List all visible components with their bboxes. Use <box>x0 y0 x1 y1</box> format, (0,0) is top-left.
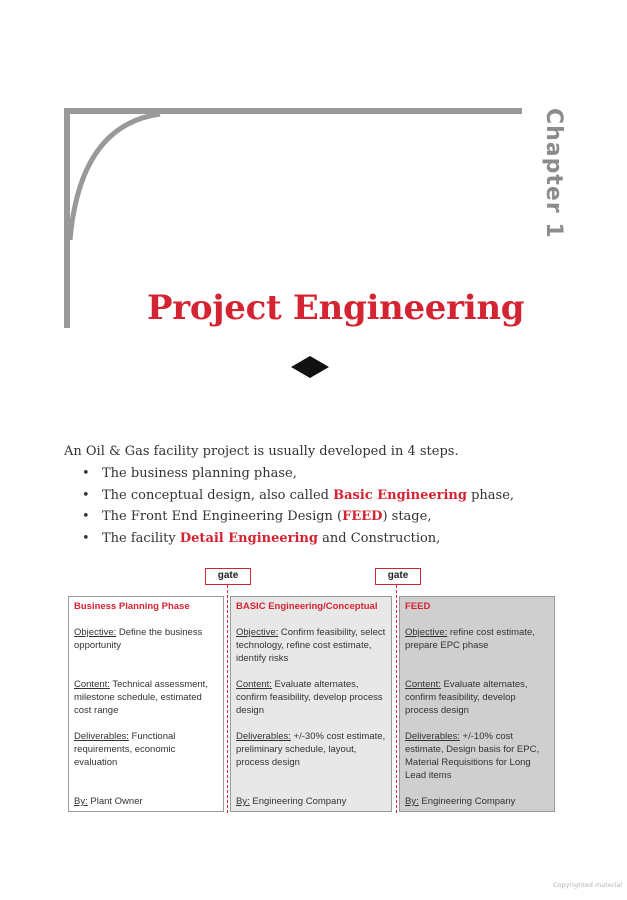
bullet-text-end: and Construction, <box>317 530 441 546</box>
by-text: Engineering Company <box>418 796 516 807</box>
bullet-icon: • <box>82 530 90 546</box>
content-label: Content: <box>405 679 441 690</box>
deliverables-label: Deliverables: <box>236 731 291 742</box>
content-text: Technical assessment, milestone schedule, estimated cost range <box>74 679 208 716</box>
phase-box-feed <box>399 596 555 812</box>
by-label: By: <box>74 796 88 807</box>
objective-label: Objective: <box>405 627 448 638</box>
gate-divider <box>396 585 397 813</box>
copyright-notice: Copyrighted material <box>553 881 623 889</box>
deliverables-label: Deliverables: <box>74 731 129 742</box>
by-label: By: <box>236 796 250 807</box>
diamond-ornament-icon <box>290 355 330 379</box>
by-text: Engineering Company <box>249 796 347 807</box>
content-label: Content: <box>74 679 110 690</box>
bullet-text: The conceptual design, also called <box>102 487 334 503</box>
phase-content <box>405 678 550 717</box>
page-title: Project Engineering <box>147 288 525 328</box>
gate-divider <box>227 585 228 813</box>
list-item <box>82 531 514 553</box>
list-item <box>82 509 514 531</box>
objective-text: refine cost estimate, prepare EPC phase <box>405 627 535 651</box>
objective-label: Objective: <box>74 627 117 638</box>
content-text: Evaluate alternates, confirm feasibility, develop process design <box>236 679 383 716</box>
intro-paragraph: An Oil & Gas facility project is usually developed in 4 steps. <box>64 444 459 459</box>
phase-by <box>405 795 550 808</box>
phase-title: BASIC Engineering/Conceptual <box>236 601 378 612</box>
bullet-highlight: Basic Engineering <box>333 487 467 503</box>
frame-top-bar <box>64 108 522 114</box>
phase-title: Business Planning Phase <box>74 601 190 612</box>
phase-content <box>74 678 219 717</box>
phase-deliverables <box>236 730 387 769</box>
bullet-text-end: ) stage, <box>382 509 432 524</box>
bullet-text-end: phase, <box>466 487 515 503</box>
phase-objective <box>405 626 550 652</box>
bullet-highlight: FEED <box>342 509 383 524</box>
content-text: Evaluate alternates, confirm feasibility, develop process design <box>405 679 528 716</box>
deliverables-label: Deliverables: <box>405 731 460 742</box>
phase-title: FEED <box>405 601 431 612</box>
content-label: Content: <box>236 679 272 690</box>
phase-list <box>82 466 514 552</box>
deliverables-text: +/-10% cost estimate, Design basis for EPC, Material Requisitions for Long Lead items <box>405 731 540 781</box>
phase-objective <box>74 626 219 652</box>
objective-text: Confirm feasibility, select technology, refine cost estimate, identify risks <box>236 627 386 664</box>
bullet-icon: • <box>82 509 90 524</box>
list-item <box>82 488 514 510</box>
gate-label: gate <box>205 568 251 585</box>
phase-deliverables <box>405 730 550 782</box>
phase-deliverables <box>74 730 219 769</box>
phase-by <box>236 795 387 808</box>
bullet-highlight: Detail Engineering <box>179 530 318 546</box>
phase-content <box>236 678 387 717</box>
by-text: Plant Owner <box>87 796 143 807</box>
bullet-icon: • <box>82 487 90 503</box>
deliverables-text: +/-30% cost estimate, preliminary schedule, layout, process design <box>236 731 386 768</box>
bullet-icon: • <box>82 466 90 481</box>
list-item <box>82 466 514 488</box>
bullet-text: The business planning phase, <box>102 466 297 481</box>
chapter-label: Chapter 1 <box>541 108 566 239</box>
by-label: By: <box>405 796 419 807</box>
phase-box-business-planning <box>68 596 224 812</box>
frame-curve <box>70 114 160 240</box>
objective-label: Objective: <box>236 627 279 638</box>
objective-text: Define the business opportunity <box>74 627 203 651</box>
gate-label: gate <box>375 568 421 585</box>
phase-objective <box>236 626 387 665</box>
bullet-text: The Front End Engineering Design ( <box>102 509 343 524</box>
frame-left-bar <box>64 108 70 328</box>
phase-box-basic-engineering <box>230 596 392 812</box>
deliverables-text: Functional requirements, economic evaluation <box>74 731 176 768</box>
phase-by <box>74 795 219 808</box>
bullet-text: The facility <box>102 530 180 546</box>
